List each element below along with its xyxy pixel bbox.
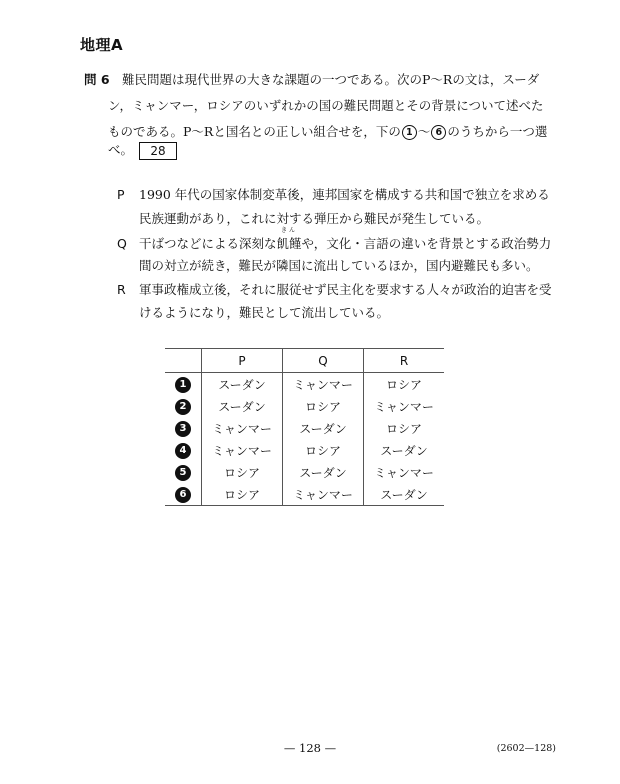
table-cell: スーダン xyxy=(364,483,445,506)
page-number: — 128 — xyxy=(283,741,337,755)
table-cell: スーダン xyxy=(283,417,364,439)
answer-number-box: 28 xyxy=(139,142,177,160)
question-line-4 xyxy=(108,140,528,160)
table-cell: ミャンマー xyxy=(283,483,364,506)
table-header-blank xyxy=(165,349,202,373)
statement-text: 1990 年代の国家体制変革後，連邦国家を構成する共和国で独立を求める xyxy=(139,187,550,202)
statement-r xyxy=(117,280,552,298)
table-row xyxy=(165,483,444,506)
table-cell: ミャンマー xyxy=(202,439,283,461)
statement-q-line-2: 間の対立が続き，難民が隣国に流出しているほか，国内避難民も多い。 xyxy=(139,258,539,273)
statement-r-line-2: けるようになり，難民として流出している。 xyxy=(139,305,390,320)
table-row xyxy=(165,373,444,396)
table-cell: ロシア xyxy=(283,439,364,461)
question-line-4-prefix: べ。 xyxy=(108,142,134,157)
choice-number-marker[interactable]: 1 xyxy=(176,378,190,392)
table-header-p: P xyxy=(202,349,283,373)
table-cell: ミャンマー xyxy=(202,417,283,439)
statement-text: 軍事政権成立後，それに服従せず民主化を要求する人々が政治的迫害を受 xyxy=(139,282,552,297)
statement-text-pre: 干ばつなどによる深刻な xyxy=(139,236,277,251)
table-row xyxy=(165,461,444,483)
ruby-word xyxy=(276,227,302,252)
table-cell: スーダン xyxy=(283,461,364,483)
choice-to-marker: 6 xyxy=(431,125,446,140)
choice-number-marker[interactable]: 2 xyxy=(176,400,190,414)
table-cell: スーダン xyxy=(202,373,283,396)
table-header-q: Q xyxy=(283,349,364,373)
ruby-reading: きん xyxy=(281,227,298,234)
table-cell: ロシア xyxy=(364,417,445,439)
question-line-3 xyxy=(108,122,548,140)
answer-table xyxy=(165,348,444,506)
choice-number-marker[interactable]: 5 xyxy=(176,466,190,480)
statement-key: P xyxy=(117,187,125,202)
choice-number-marker[interactable]: 6 xyxy=(176,488,190,502)
choice-from-marker: 1 xyxy=(402,125,417,140)
table-cell: スーダン xyxy=(364,439,445,461)
page-code: (2602—128) xyxy=(496,743,556,754)
question-line-1: 難民問題は現代世界の大きな課題の一つである。次のP～Rの文は，スーダ xyxy=(122,72,540,87)
subject-title: 地理A xyxy=(80,36,124,54)
ruby-base: 飢饉 xyxy=(276,236,302,251)
table-cell: ロシア xyxy=(202,461,283,483)
statement-text-post: や，文化・言語の違いを背景とする政治勢力 xyxy=(301,236,552,251)
table-header-r: R xyxy=(364,349,445,373)
statement-key: Q xyxy=(117,236,127,251)
table-cell: スーダン xyxy=(202,395,283,417)
statement-p xyxy=(117,185,550,203)
table-cell: ロシア xyxy=(202,483,283,506)
table-cell: ロシア xyxy=(364,373,445,396)
table-cell: ミャンマー xyxy=(283,373,364,396)
choice-number-marker[interactable]: 4 xyxy=(176,444,190,458)
table-cell: ミャンマー xyxy=(364,461,445,483)
question-line-2: ン，ミャンマー，ロシアのいずれかの国の難民問題とその背景について述べた xyxy=(108,98,544,113)
table-cell: ロシア xyxy=(283,395,364,417)
table-row xyxy=(165,395,444,417)
table-row xyxy=(165,439,444,461)
choice-tilde: ～ xyxy=(417,124,431,139)
question-line-3-text: ものである。P～Rと国名との正しい組合せを，下の xyxy=(108,124,401,139)
table-header-row xyxy=(165,349,444,373)
statement-key: R xyxy=(117,282,126,297)
table-cell: ミャンマー xyxy=(364,395,445,417)
table-row xyxy=(165,417,444,439)
choice-number-marker[interactable]: 3 xyxy=(176,422,190,436)
statement-p-line-2: 民族運動があり，これに対する弾圧から難民が発生している。 xyxy=(139,211,490,226)
statement-q xyxy=(117,227,552,252)
question-line-3-tail: のうちから一つ選 xyxy=(447,124,548,139)
question-label: 問 6 xyxy=(84,72,110,87)
